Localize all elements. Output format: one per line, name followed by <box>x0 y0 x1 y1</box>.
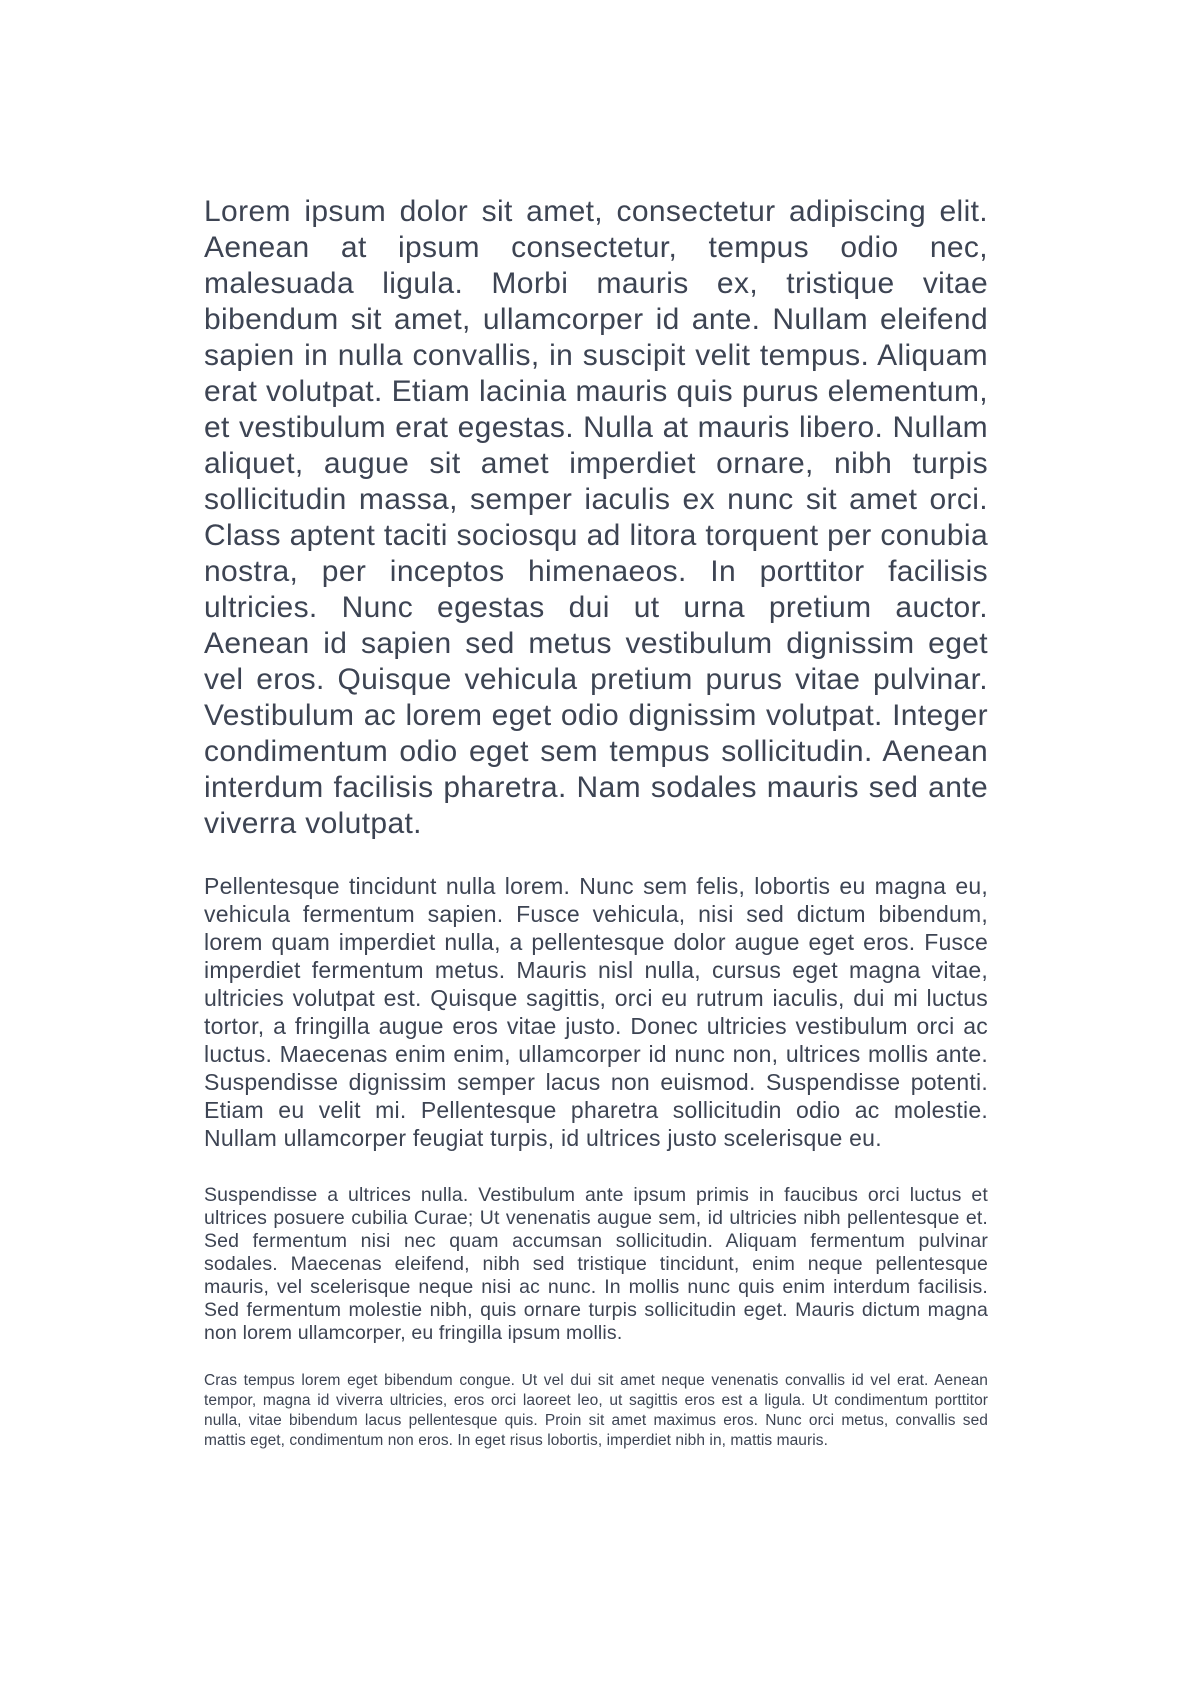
paragraph-3: Suspendisse a ultrices nulla. Vestibulum ante ipsum primis in faucibus orci luctus et ultrices posuere cubilia Curae; Ut venenatis augue sem, id ultricies nibh pellentesque et. Sed fermentum nisi nec quam accumsan sollicitudin. Aliquam fermentum pulvinar sodales. Maecenas eleifend, nibh sed tristique tincidunt, enim neque pellentesque mauris, vel scelerisque neque nisi ac nunc. In mollis nunc quis enim interdum facilisis. Sed fermentum molestie nibh, quis ornare turpis sollicitudin eget. Mauris dictum magna non lorem ullamcorper, eu fringilla ipsum mollis. <box>204 1184 988 1344</box>
paragraph-4: Cras tempus lorem eget bibendum congue. Ut vel dui sit amet neque venenatis convallis id vel erat. Aenean tempor, magna id viverra ultricies, eros orci laoreet leo, ut sagittis eros est a ligula. Ut condimentum porttitor nulla, vitae bibendum lacus pellentesque quis. Proin sit amet maximus eros. Nunc orci metus, convallis sed mattis eget, condimentum non eros. In eget risus lobortis, imperdiet nibh in, mattis mauris. <box>204 1372 988 1449</box>
paragraph-1: Lorem ipsum dolor sit amet, consectetur adipiscing elit. Aenean at ipsum consectetur, tempus odio nec, malesuada ligula. Morbi mauris ex, tristique vitae bibendum sit amet, ullamcorper id ante. Nullam eleifend sapien in nulla convallis, in suscipit velit tempus. Aliquam erat volutpat. Etiam lacinia mauris quis purus elementum, et vestibulum erat egestas. Nulla at mauris libero. Nullam aliquet, augue sit amet imperdiet ornare, nibh turpis sollicitudin massa, semper iaculis ex nunc sit amet orci. Class aptent taciti sociosqu ad litora torquent per conubia nostra, per inceptos himenaeos. In porttitor facilisis ultricies. Nunc egestas dui ut urna pretium auctor. Aenean id sapien sed metus vestibulum dignissim eget vel eros. Quisque vehicula pretium purus vitae pulvinar. Vestibulum ac lorem eget odio dignissim volutpat. Integer condimentum odio eget sem tempus sollicitudin. Aenean interdum facilisis pharetra. Nam sodales mauris sed ante viverra volutpat. <box>204 195 988 840</box>
text-content-block <box>204 194 988 1451</box>
paragraph-2: Pellentesque tincidunt nulla lorem. Nunc sem felis, lobortis eu magna eu, vehicula fermentum sapien. Fusce vehicula, nisi sed dictum bibendum, lorem quam imperdiet nulla, a pellentesque dolor augue eget eros. Fusce imperdiet fermentum metus. Mauris nisl nulla, cursus eget magna vitae, ultricies volutpat est. Quisque sagittis, orci eu rutrum iaculis, dui mi luctus tortor, a fringilla augue eros vitae justo. Donec ultricies vestibulum orci ac luctus. Maecenas enim enim, ullamcorper id nunc non, ultrices mollis ante. Suspendisse dignissim semper lacus non euismod. Suspendisse potenti. Etiam eu velit mi. Pellentesque pharetra sollicitudin odio ac molestie. Nullam ullamcorper feugiat turpis, id ultrices justo scelerisque eu. <box>204 873 988 1151</box>
